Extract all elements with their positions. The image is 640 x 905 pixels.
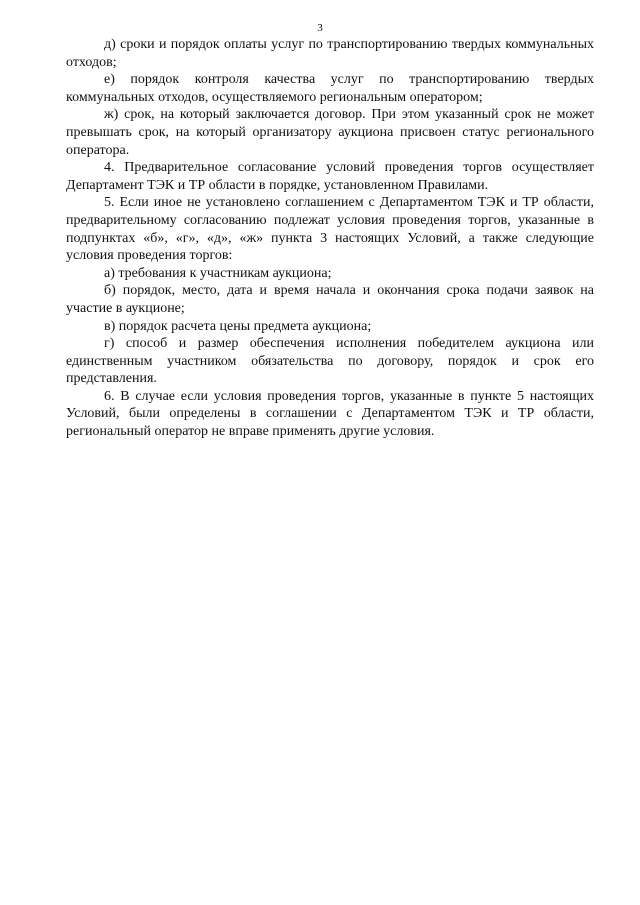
clause-zh-contract-term: ж) срок, на который заключается договор. При этом указанный срок не может превышать срок, на который организатору аукциона присвоен статус регионального оператора.	[66, 107, 594, 158]
page-number: 3	[317, 22, 323, 34]
document-body	[66, 36, 594, 441]
clause-e-quality-control: е) порядок контроля качества услуг по транспортированию твердых коммунальных отходов, осуществляемого региональным оператором;	[66, 72, 594, 105]
condition-b-application-procedure: б) порядок, место, дата и время начала и окончания срока подачи заявок на участие в аукционе;	[66, 283, 594, 316]
condition-g-performance-security: г) способ и размер обеспечения исполнения победителем аукциона или единственным участником обязательства по договору, порядок и срок его представления.	[66, 336, 594, 387]
clause-d-payment-terms: д) сроки и порядок оплаты услуг по транспортированию твердых коммунальных отходов;	[66, 37, 594, 70]
condition-a-participant-requirements: а) требования к участникам аукциона;	[104, 265, 332, 281]
condition-v-price-calculation: в) порядок расчета цены предмета аукциона;	[104, 318, 372, 334]
section-5-approval-conditions: 5. Если иное не установлено соглашением с Департаментом ТЭК и ТР области, предварительному согласованию подлежат условия проведения торгов, указанные в подпунктах «б», «г», «д», «ж» пункта 3 настоящих Условий, а также следующие условия проведения торгов:	[66, 195, 594, 264]
section-4-preliminary-approval: 4. Предварительное согласование условий проведения торгов осуществляет Департамент ТЭК и ТР области в порядке, установленном Правилами.	[66, 160, 594, 193]
section-6-other-conditions: 6. В случае если условия проведения торгов, указанные в пункте 5 настоящих Условий, были определены в соглашении с Департаментом ТЭК и ТР области, региональный оператор не вправе применять другие условия.	[66, 388, 594, 440]
